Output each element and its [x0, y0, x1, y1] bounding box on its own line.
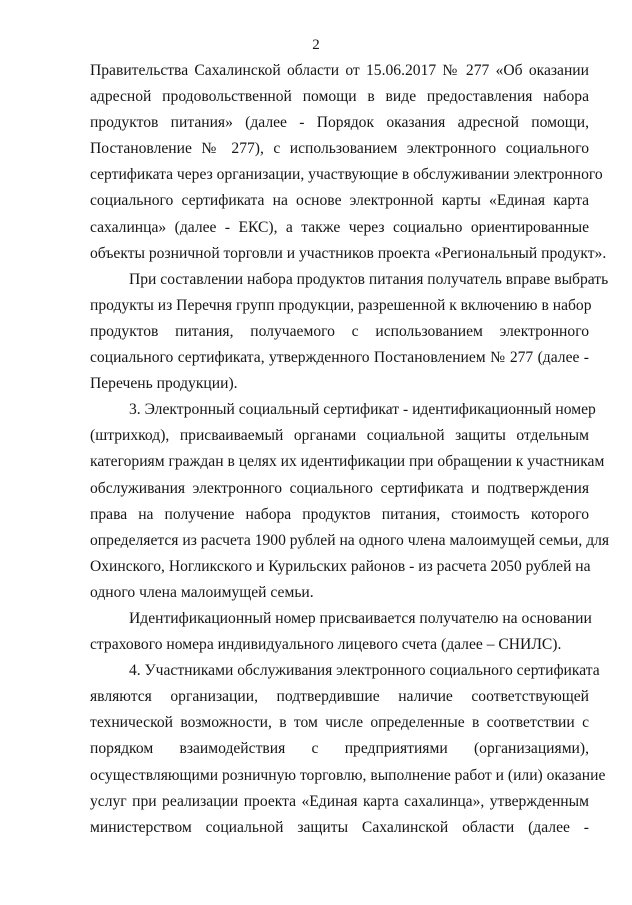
- paragraph-5: [90, 658, 606, 841]
- text-line: определяется из расчета 1900 рублей на одного члена малоимущей семьи, для: [90, 531, 610, 549]
- paragraph-4: [90, 606, 592, 658]
- text-line: адресной продовольственной помощи в виде предоставления набора: [90, 88, 589, 106]
- text-line: услуг при реализации проекта «Единая карта сахалинца», утвержденным: [90, 792, 589, 810]
- text-line: являются организации, подтвердившие наличие соответствующей: [90, 688, 589, 706]
- text-line: 3. Электронный социальный сертификат - идентификационный номер: [129, 401, 596, 419]
- text-line: социального сертификата на основе электронной карты «Единая карта: [90, 192, 589, 210]
- text-line: министерством социальной защиты Сахалинской области (далее -: [90, 818, 589, 836]
- text-line: продуктов питания» (далее - Порядок оказания адресной помощи,: [90, 114, 589, 132]
- text-line: одного члена малоимущей семьи.: [90, 583, 314, 601]
- text-line: (штрихкод), присваиваемый органами социальной защиты отдельным: [90, 427, 589, 445]
- text-line: 4. Участниками обслуживания электронного социального сертификата: [129, 662, 600, 680]
- text-line: страхового номера индивидуального лицевого счета (далее – СНИЛС).: [90, 636, 562, 654]
- text-line: обслуживания электронного социального сертификата и подтверждения: [90, 479, 589, 497]
- text-line: права на получение набора продуктов питания, стоимость которого: [90, 505, 589, 523]
- text-line: Перечень продукции).: [90, 375, 238, 393]
- text-line: продуктов питания, получаемого с использованием электронного: [90, 322, 589, 340]
- text-line: порядком взаимодействия с предприятиями (организациями),: [90, 740, 589, 758]
- paragraph-2: [90, 267, 609, 397]
- text-line: продукты из Перечня групп продукции, разрешенной к включению в набор: [90, 296, 592, 314]
- text-line: Охинского, Ногликского и Курильских районов - из расчета 2050 рублей на: [90, 557, 591, 575]
- text-line: категориям граждан в целях их идентификации при обращении к участникам: [90, 453, 605, 471]
- text-line: осуществляющими розничную торговлю, выполнение работ и (или) оказание: [90, 766, 606, 784]
- text-line: сертификата через организации, участвующие в обслуживании электронного: [90, 166, 603, 184]
- text-line: Правительства Сахалинской области от 15.06.2017 № 277 «Об оказании: [90, 62, 589, 79]
- document-body: [90, 58, 610, 841]
- text-line: Идентификационный номер присваивается получателю на основании: [129, 609, 592, 627]
- paragraph-3: [90, 397, 610, 606]
- paragraph-1: [90, 58, 607, 267]
- text-line: При составлении набора продуктов питания получатель вправе выбрать: [129, 270, 609, 288]
- page-number: 2: [312, 37, 320, 53]
- text-line: Постановление № 277), с использованием электронного социального: [90, 140, 589, 158]
- text-line: технической возможности, в том числе определенные в соответствии с: [90, 714, 589, 732]
- text-line: объекты розничной торговли и участников проекта «Региональный продукт».: [90, 244, 607, 262]
- text-line: социального сертификата, утвержденного Постановлением № 277 (далее -: [90, 349, 589, 367]
- text-line: сахалинца» (далее - ЕКС), а также через социально ориентированные: [90, 218, 589, 236]
